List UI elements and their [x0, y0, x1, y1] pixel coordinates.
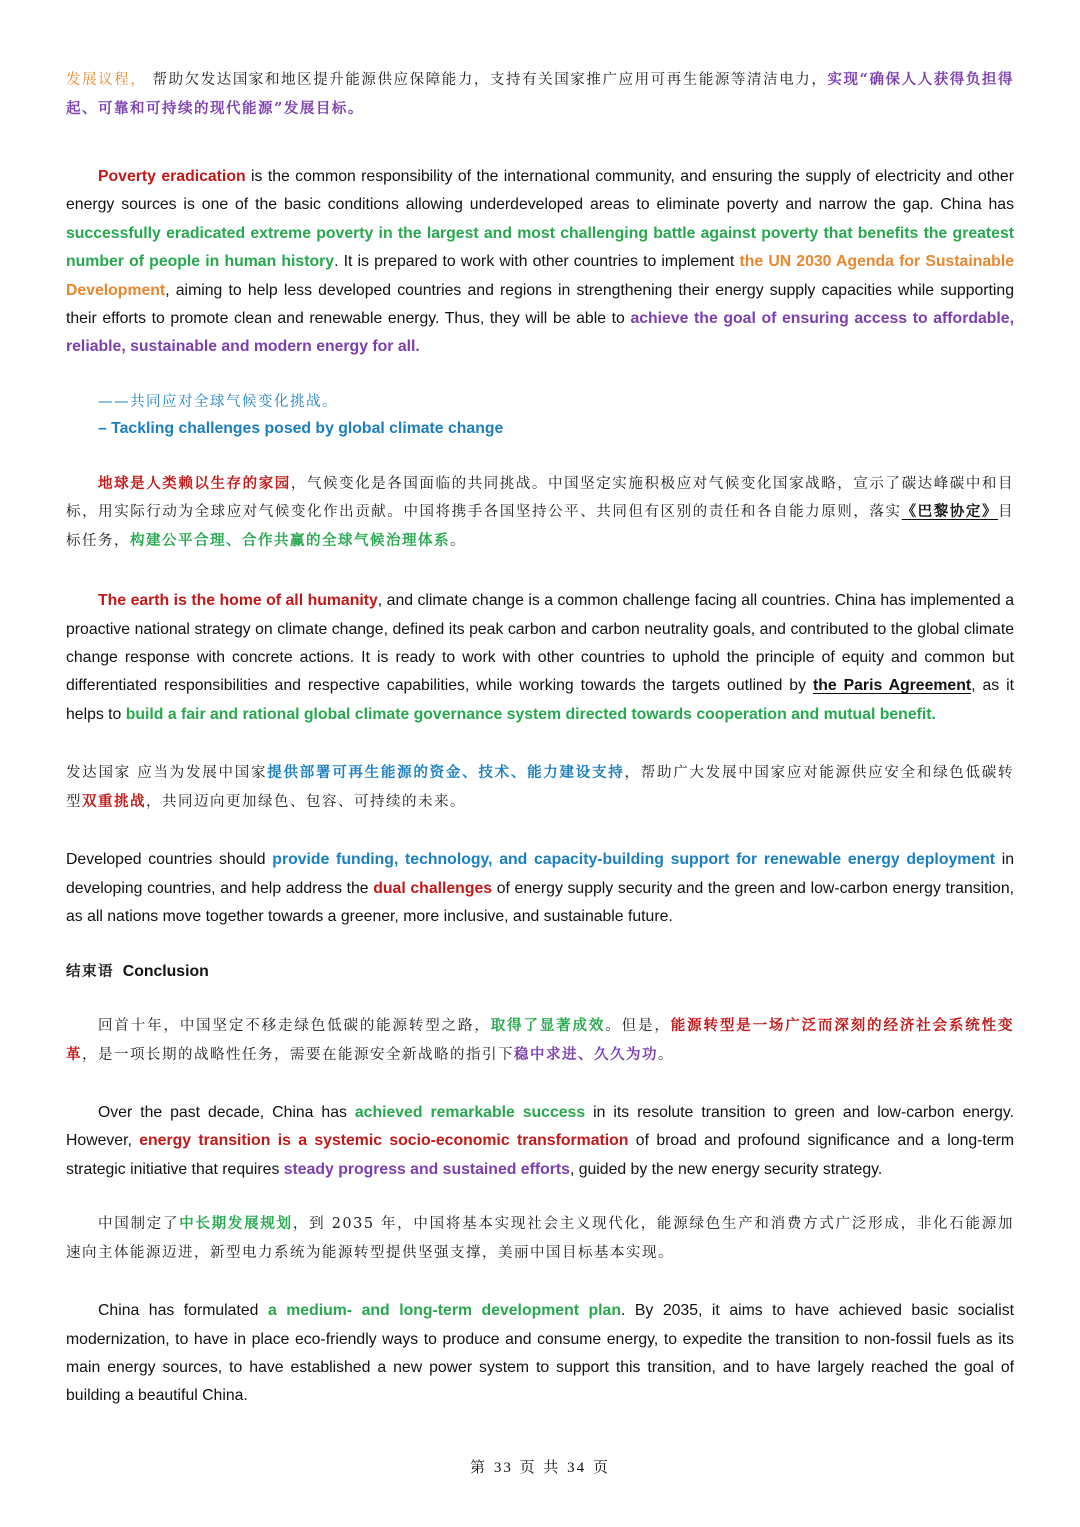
text-run: , aiming to help less developed countries and regions in strengthening their energy supply capacities while supporting their efforts to promote clean and renewable energy. Thus, they will be able to — [66, 281, 1014, 328]
highlight-purple: 稳中求进、久久为功 — [514, 1045, 658, 1063]
text-run: 。 — [658, 1046, 674, 1063]
paragraph-en-climate — [66, 587, 1014, 729]
highlight-orange: the UN 2030 Agenda for Sustainable Development — [66, 253, 1014, 299]
highlight-red: 地球是人类赖以生存的家园 — [98, 474, 291, 492]
text-run: of broad and profound significance and a long-term strategic initiative that requires — [66, 1132, 1014, 1178]
heading-text: – Tackling challenges posed by global climate change — [98, 420, 504, 438]
highlight-red: dual challenges — [373, 879, 493, 897]
text-run: is the common responsibility of the international community, and ensuring the supply of electricity and other energy sources is one of the basic conditions allowing underdeveloped areas to eliminate poverty and narrow the gap. China has — [66, 168, 1014, 214]
highlight-green: a medium- and long-term development plan — [267, 1302, 621, 1320]
text-run: , guided by the new energy security strategy. — [569, 1160, 883, 1178]
paragraph-zh-development-agenda — [66, 66, 1014, 123]
page-number: 33 — [493, 1460, 513, 1476]
text-run: Over the past decade, China has — [98, 1104, 355, 1121]
highlight-blue: 提供部署可再生能源的资金、技术、能力建设支持 — [267, 764, 625, 782]
page-total: 34 — [567, 1460, 587, 1476]
paragraph-en-poverty-eradication — [66, 163, 1014, 362]
highlight-green: 构建公平合理、合作共赢的全球气候治理体系 — [130, 531, 450, 549]
footer-suffix: 页 — [592, 1458, 610, 1476]
footer-mid: 页 共 — [519, 1458, 561, 1476]
text-run: 回首十年，中国坚定不移走绿色低碳的能源转型之路， — [98, 1018, 491, 1034]
highlight-purple: achieve the goal of ensuring access to affordable, reliable, sustainable and modern energy for all. — [66, 310, 1014, 356]
paragraph-en-conclusion — [66, 1099, 1014, 1184]
section-heading-zh — [66, 388, 1014, 417]
heading-text: ——共同应对全球气候变化挑战。 — [98, 393, 338, 410]
text-run: ，共同迈向更加绿色、包容、可持续的未来。 — [146, 793, 466, 810]
text-run: . By 2035, it aims to have achieved basic socialist modernization, to have in place eco-friendly ways to produce and consume energy, to expedite the transition to non-fossil fuels as its main energy sources, to have established a new power system to support this transition, and to have largely reached the goal of building a beautiful China. — [66, 1302, 1014, 1405]
highlight-red: energy transition is a systemic socio-economic transformation — [139, 1132, 629, 1150]
conclusion-heading-zh: 结束语 — [66, 962, 114, 980]
text-run: Developed countries should — [66, 851, 273, 869]
text-run: 。但是， — [605, 1018, 671, 1034]
highlight-red: 双重挑战 — [82, 792, 146, 810]
highlight-green: achieved remarkable success — [354, 1104, 586, 1121]
text-run: ，到 2035 年，中国将基本实现社会主义现代化，能源绿色生产和消费方式广泛形成，非化石能源加速向主体能源迈进，新型电力系统为能源转型提供坚强支撑，美丽中国目标基本实现。 — [66, 1216, 1015, 1261]
text-run: ，是一项长期的战略性任务，需要在能源安全新战略的指引下 — [82, 1046, 514, 1063]
highlight-green: 取得了显著成效 — [490, 1017, 606, 1034]
paragraph-zh-conclusion — [66, 1012, 1014, 1069]
text-run: 目标任务， — [66, 504, 1015, 549]
document-page — [66, 66, 1014, 1411]
text-run: ，帮助广大发展中国家应对能源供应安全和绿色低碳转型 — [66, 765, 1015, 810]
highlight-green: successfully eradicated extreme poverty in the largest and most challenging battle against poverty that benefits the greatest number of people in human history — [66, 224, 1014, 271]
text-run: 帮助欠发达国家和地区提升能源供应保障能力，支持有关国家推广应用可再生能源等清洁电力， — [146, 72, 828, 88]
paris-agreement-en-link: the Paris Agreement — [812, 677, 972, 695]
highlight-red: Poverty eradication — [98, 168, 246, 185]
paragraph-en-plan — [66, 1297, 1014, 1411]
paragraph-zh-developed-countries — [66, 759, 1014, 816]
highlight-blue: provide funding, technology, and capacity-building support for renewable energy deployment — [272, 851, 996, 869]
paragraph-zh-climate — [66, 470, 1014, 556]
text-run: , as it helps to — [66, 677, 1014, 723]
text-run: ，气候变化是各国面临的共同挑战。中国坚定实施积极应对气候变化国家战略，宣示了碳达峰碳中和目标，用实际行动为全球应对气候变化作出贡献。中国将携手各国坚持公平、共同但有区别的责任和各自能力原则，落实 — [66, 475, 1014, 521]
conclusion-heading-en: Conclusion — [122, 962, 209, 980]
highlight-red: 能源转型是一场广泛而深刻的经济社会系统性变革 — [66, 1017, 1015, 1063]
text-run: in its resolute transition to green and low-carbon energy. However, — [66, 1104, 1015, 1150]
text-run: 中国制定了 — [98, 1216, 180, 1233]
text-run: 发达国家 应当为发展中国家 — [66, 765, 268, 782]
text-run: , and climate change is a common challenge facing all countries. China has implemented a proactive national strategy on climate change, defined its peak carbon and carbon neutrality goals, and contributed to the global climate change response with concrete actions. It is ready to work with other countries to uphold the principle of equity and common but differentiated responsibilities and respective capabilities, while working towards the targets outlined by — [66, 592, 1014, 695]
page-footer — [0, 1456, 1080, 1477]
highlight-purple: 实现“确保人人获得负担得起、可靠和可持续的现代能源”发展目标。 — [66, 71, 1015, 117]
text-run: 。 — [450, 532, 466, 549]
section-heading-en — [66, 415, 1014, 443]
highlight-orange: 发展议程， — [66, 72, 147, 88]
highlight-green: 中长期发展规划 — [179, 1215, 293, 1233]
text-run: China has formulated — [98, 1302, 268, 1320]
footer-prefix: 第 — [470, 1458, 488, 1476]
text-run: in developing countries, and help address the — [66, 851, 1015, 897]
text-run: of energy supply security and the green and low-carbon energy transition, as all nations move together towards a greener, more inclusive, and sustainable future. — [66, 879, 1015, 926]
paris-agreement-zh-link: 《巴黎协定》 — [901, 503, 999, 521]
text-run: . It is prepared to work with other countries to implement — [334, 253, 740, 271]
paragraph-zh-plan — [66, 1210, 1014, 1267]
paragraph-en-developed-countries — [66, 846, 1014, 931]
highlight-purple: steady progress and sustained efforts — [283, 1160, 570, 1178]
highlight-green: build a fair and rational global climate governance system directed towards cooperation and mutual benefit. — [125, 705, 936, 723]
conclusion-heading — [66, 958, 1014, 987]
highlight-red: The earth is the home of all humanity — [98, 592, 378, 610]
